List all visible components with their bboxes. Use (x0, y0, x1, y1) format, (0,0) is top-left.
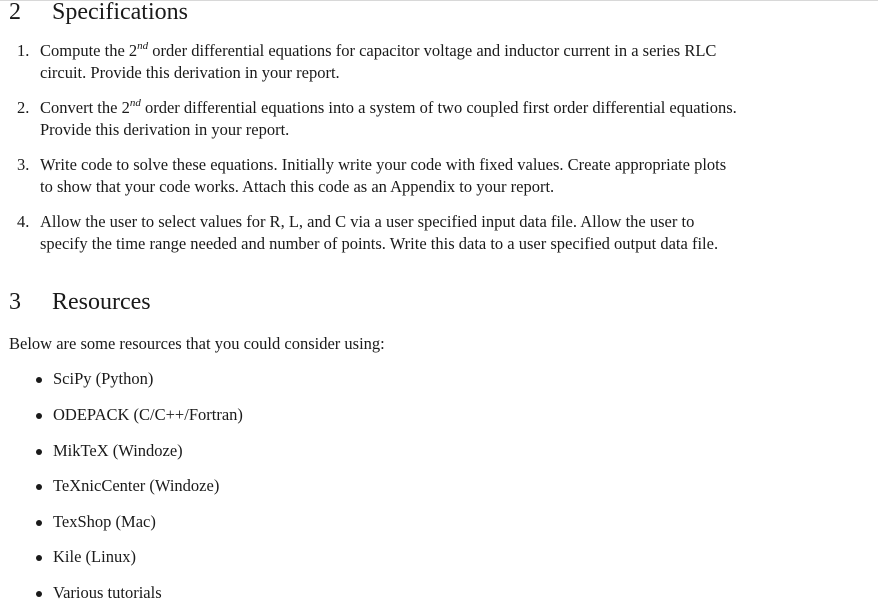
section-number: 2 (9, 0, 21, 25)
item-line-1-post: order differential equations into a system of two coupled first order differential equations. (140, 98, 737, 117)
resource-label: TexShop (Mac) (53, 512, 156, 531)
item-line-2: specify the time range needed and number of points. Write this data to a user specified output data file. (40, 233, 719, 253)
resource-label: Various tutorials (53, 583, 162, 602)
item-text (40, 97, 846, 140)
item-line-1 (40, 97, 846, 119)
resource-label: MikTeX (Windoze) (53, 441, 183, 460)
resource-item (0, 546, 600, 568)
ordinal-superscript: nd (137, 39, 149, 52)
bullet-icon (36, 555, 42, 561)
resource-label: SciPy (Python) (53, 369, 154, 388)
bullet-icon (36, 413, 42, 419)
item-line-1-pre: Compute the 2 (40, 41, 138, 60)
section-title: Specifications (52, 0, 188, 25)
bullet-icon (36, 449, 42, 455)
section-number: 3 (9, 289, 21, 315)
item-line-2: to show that your code works. Attach this code as an Appendix to your report. (40, 176, 555, 196)
item-text (40, 154, 846, 197)
item-line-1: Allow the user to select values for R, L, and C via a user specified input data file. Allow the user to (40, 212, 695, 231)
resources-intro: Below are some resources that you could consider using: (9, 334, 385, 353)
resource-item (0, 404, 600, 426)
item-number: 2. (17, 98, 30, 117)
item-line-1: Write code to solve these equations. Initially write your code with fixed values. Create appropriate plots (40, 155, 727, 174)
ordinal-superscript: nd (129, 96, 141, 109)
section-heading-specifications (9, 0, 188, 24)
resource-label: ODEPACK (C/C++/Fortran) (53, 405, 243, 424)
item-line-1-pre: Convert the 2 (40, 98, 130, 117)
resource-label: Kile (Linux) (53, 547, 136, 566)
item-number: 1. (17, 41, 30, 60)
resource-label: TeXnicCenter (Windoze) (53, 476, 220, 495)
bullet-icon (36, 520, 42, 526)
resource-item (0, 440, 600, 462)
section-heading-resources (9, 290, 151, 314)
item-line-1-post: order differential equations for capacitor voltage and inductor current in a series RLC (148, 41, 717, 60)
resource-item (0, 511, 600, 533)
bullet-icon (36, 377, 42, 383)
bullet-icon (36, 591, 42, 597)
bullet-icon (36, 484, 42, 490)
item-number: 4. (17, 212, 30, 231)
item-line-1 (40, 40, 846, 62)
item-line-2: circuit. Provide this derivation in your report. (40, 62, 340, 82)
item-number: 3. (17, 155, 30, 174)
item-text (40, 211, 846, 254)
item-line-2: Provide this derivation in your report. (40, 119, 290, 139)
resource-item (0, 475, 600, 497)
item-text (40, 40, 846, 83)
resource-item (0, 368, 600, 390)
section-title: Resources (52, 289, 151, 315)
